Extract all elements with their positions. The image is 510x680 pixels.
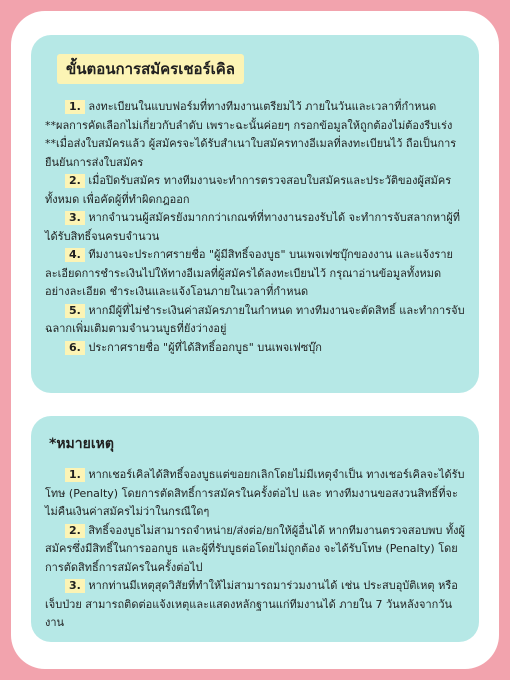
step-3 xyxy=(45,209,465,246)
step-number: 2. xyxy=(65,174,85,188)
step-number: 6. xyxy=(65,341,85,355)
remark-number: 1. xyxy=(65,468,85,482)
step-note: **เมื่อส่งใบสมัครแล้ว ผู้สมัครจะได้รับสำเนาใบสมัครทางอีเมลที่ลงทะเบียนไว้ ถือเป็นการยืนยันการส่งใบสมัคร xyxy=(45,137,457,169)
remarks-list xyxy=(45,466,465,633)
page-sheet xyxy=(11,11,499,669)
step-text: ประกาศรายชื่อ "ผู้ที่ได้สิทธิ์ออกบูธ" บนเพจเฟซบุ๊ก xyxy=(88,340,322,354)
remark-text: หากเชอร์เคิลได้สิทธิ์จองบูธแต่ขอยกเลิกโดยไม่มีเหตุจำเป็น ทางเชอร์เคิลจะได้รับโทษ (Penalty) โดยการตัดสิทธิ์การสมัครในครั้งต่อไป และ ทางทีมงานขอสงวนสิทธิ์ที่จะไม่คืนเงินค่าสมัครไม่ว่าในกรณีใดๆ xyxy=(45,468,465,518)
steps-list xyxy=(45,98,465,357)
step-note: **ผลการคัดเลือกไม่เกี่ยวกับลำดับ เพราะฉะนั้นค่อยๆ กรอกข้อมูลให้ถูกต้องไม่ต้องรีบเร่ง xyxy=(45,118,453,132)
step-number: 4. xyxy=(65,248,85,262)
step-text: ทีมงานจะประกาศรายชื่อ "ผู้มีสิทธิ์จองบูธ" บนเพจเฟซบุ๊กของงาน และแจ้งรายละเอียดการชำระเงินไปให้ทางอีเมลที่ผู้สมัครได้ลงทะเบียนไว้ กรุณาอ่านข้อมูลทั้งหมดอย่างละเอียด ชำระเงินและแจ้งโอนภายในเวลาที่กำหนด xyxy=(45,248,453,298)
remark-text: สิทธิ์จองบูธไม่สามารถจำหน่าย/ส่งต่อ/ยกให้ผู้อื่นได้ หากทีมงานตรวจสอบพบ ทั้งผู้สมัครซึ่งมีสิทธิ์ในการออกบูธ และผู้ที่รับบูธต่อโดยไม่ถูกต้อง จะได้รับโทษ (Penalty) โดยการตัดสิทธิ์การสมัครในครั้งต่อไป xyxy=(45,523,465,574)
step-text: ลงทะเบียนในแบบฟอร์มที่ทางทีมงานเตรียมไว้ ภายในวันและเวลาที่กำหนด xyxy=(88,100,437,113)
remark-1 xyxy=(45,466,465,522)
step-2 xyxy=(45,172,465,209)
step-text: เมื่อปิดรับสมัคร ทางทีมงานจะทำการตรวจสอบใบสมัครและประวัติของผู้สมัครทั้งหมด เพื่อคัดผู้ที่ทำผิดกฎออก xyxy=(45,174,452,206)
remark-number: 2. xyxy=(65,524,85,538)
step-text: หากจำนวนผู้สมัครยังมากกว่าเกณฑ์ที่ทางงานรองรับได้ จะทำการจับสลากหาผู้ที่ได้รับสิทธิ์จนครบจำนวน xyxy=(45,211,461,243)
application-steps-card xyxy=(31,35,479,393)
steps-title: ขั้นตอนการสมัครเชอร์เคิล xyxy=(57,54,244,84)
step-number: 1. xyxy=(65,100,85,114)
remarks-title: *หมายเหตุ xyxy=(49,436,114,452)
step-6 xyxy=(45,339,465,358)
step-text: หากมีผู้ที่ไม่ชำระเงินค่าสมัครภายในกำหนด ทางทีมงานจะตัดสิทธิ์ และทำการจับฉลากเพิ่มเติมตามจำนวนบูธที่ยังว่างอยู่ xyxy=(45,303,465,335)
step-number: 5. xyxy=(65,304,85,318)
step-1 xyxy=(45,98,465,117)
step-4 xyxy=(45,246,465,302)
remark-number: 3. xyxy=(65,579,85,593)
remark-2 xyxy=(45,522,465,578)
remark-text: หากท่านมีเหตุสุดวิสัยที่ทำให้ไม่สามารถมาร่วมงานได้ เช่น ประสบอุบัติเหตุ หรือ เจ็บป่วย สามารถติดต่อแจ้งเหตุและแสดงหลักฐานแก่ทีมงานได้ ภายใน 7 วันหลังจากวันงาน xyxy=(45,579,458,629)
step-number: 3. xyxy=(65,211,85,225)
remark-3 xyxy=(45,577,465,633)
step-5 xyxy=(45,302,465,339)
remarks-card xyxy=(31,416,479,642)
